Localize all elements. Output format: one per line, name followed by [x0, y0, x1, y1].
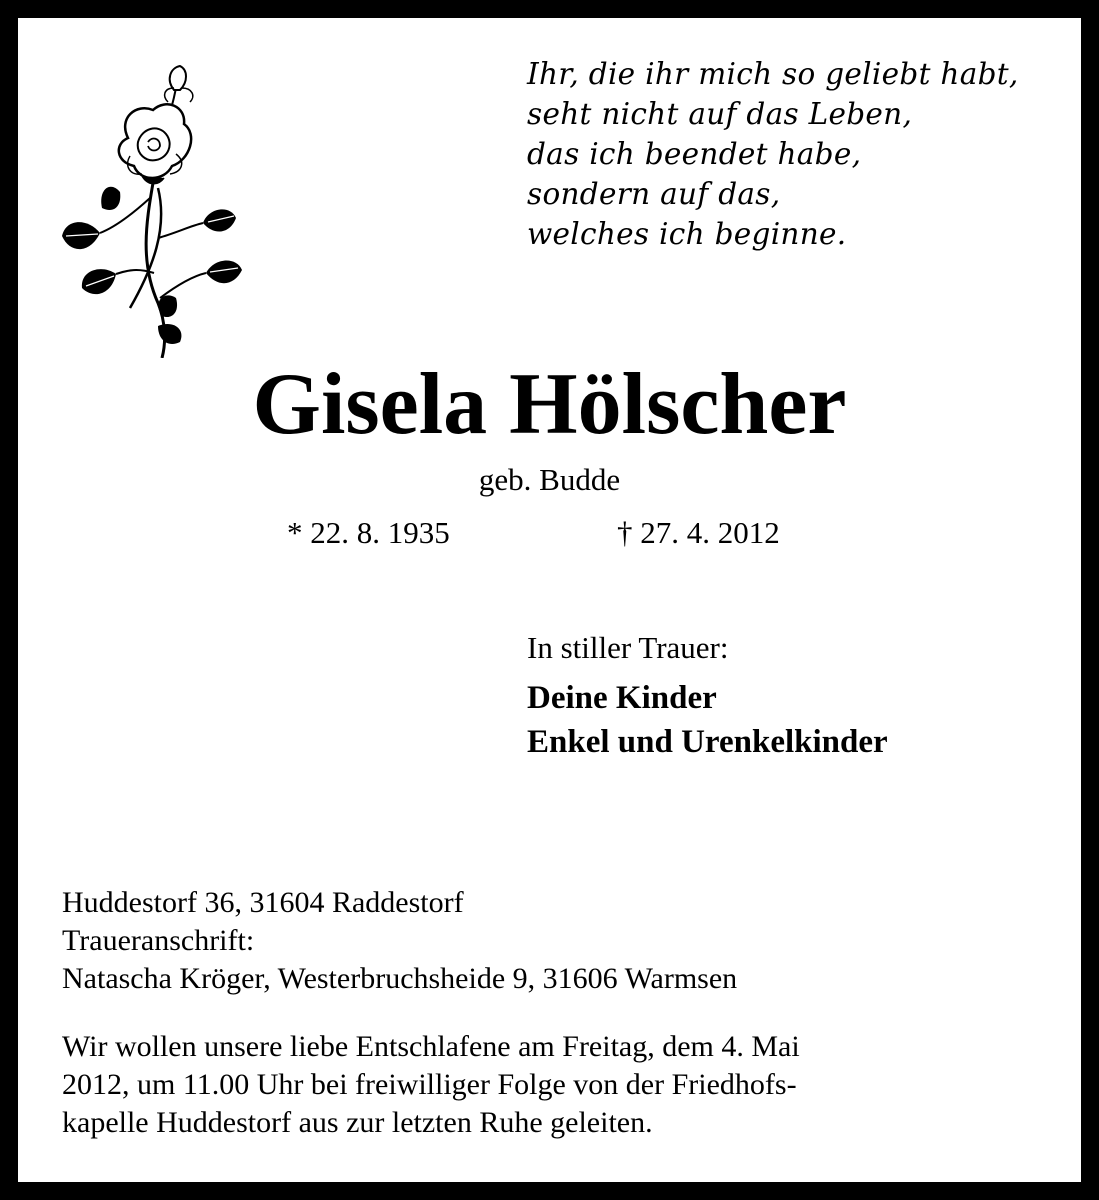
poem-line: das ich beendet habe,: [527, 137, 862, 171]
mourners-list: [527, 676, 888, 764]
funeral-line: 2012, um 11.00 Uhr bei freiwilliger Folge von der Friedhofs-: [62, 1068, 797, 1101]
death-date: † 27. 4. 2012: [617, 515, 780, 550]
birth-date: * 22. 8. 1935: [287, 515, 450, 550]
poem: [527, 54, 1067, 254]
funeral-notice: [62, 1028, 800, 1142]
funeral-line: Wir wollen unsere liebe Entschlafene am Freitag, dem 4. Mai: [62, 1030, 800, 1063]
address-line: Natascha Kröger, Westerbruchsheide 9, 31606 Warmsen: [62, 962, 738, 995]
poem-line: sondern auf das,: [527, 177, 781, 211]
mourning-intro: In stiller Trauer:: [527, 630, 729, 665]
mourner-line: Deine Kinder: [527, 680, 717, 716]
deceased-name: Gisela Hölscher: [252, 356, 847, 453]
address-block: [62, 884, 737, 998]
address-line: Traueranschrift:: [62, 924, 255, 957]
poem-line: welches ich beginne.: [527, 217, 847, 251]
mourner-line: Enkel und Urenkelkinder: [527, 724, 888, 760]
funeral-line: kapelle Huddestorf aus zur letzten Ruhe geleiten.: [62, 1106, 653, 1139]
poem-line: Ihr, die ihr mich so geliebt habt,: [527, 57, 1019, 91]
maiden-name: geb. Budde: [478, 462, 621, 497]
rose-icon: [58, 58, 248, 358]
address-line: Huddestorf 36, 31604 Raddestorf: [62, 886, 464, 919]
poem-line: seht nicht auf das Leben,: [527, 97, 913, 131]
